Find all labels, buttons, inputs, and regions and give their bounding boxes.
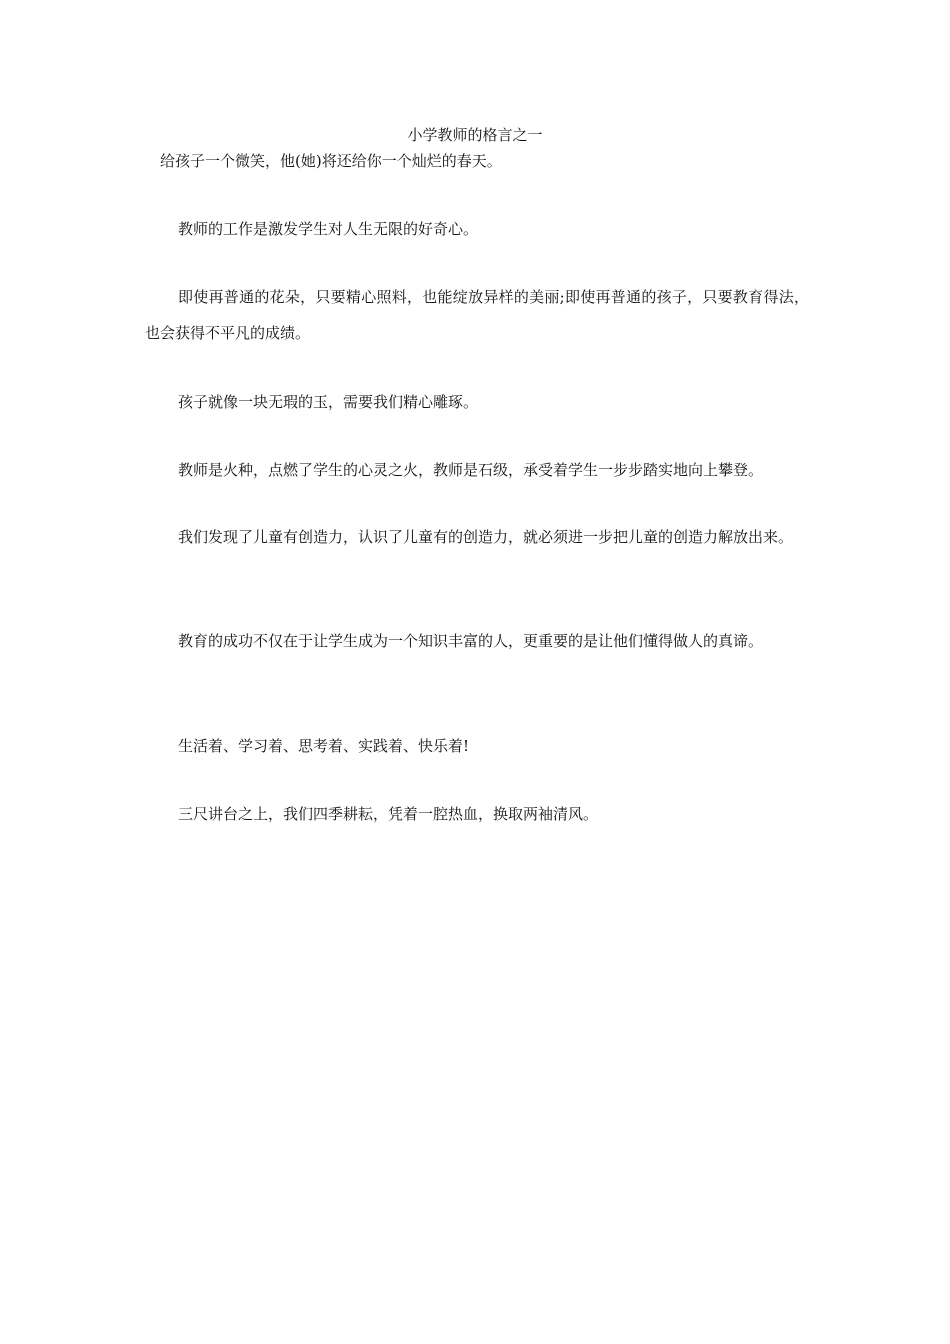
paragraph-6: 我们发现了儿童有创造力，认识了儿童有的创造力，就必须进一步把儿童的创造力解放出来。 xyxy=(178,528,794,546)
paragraph-4: 孩子就像一块无瑕的玉，需要我们精心雕琢。 xyxy=(178,393,479,411)
document-title: 小学教师的格言之一 xyxy=(407,126,543,144)
paragraph-9: 三尺讲台之上，我们四季耕耘，凭着一腔热血，换取两袖清风。 xyxy=(178,805,599,823)
paragraph-3: 即使再普通的花朵，只要精心照料，也能绽放异样的美丽;即使再普通的孩子，只要教育得法，也会获得不平凡的成绩。 xyxy=(145,288,809,342)
paragraph-8: 生活着、学习着、思考着、实践着、快乐着! xyxy=(178,737,470,755)
paragraph-5: 教师是火种，点燃了学生的心灵之火，教师是石级，承受着学生一步步踏实地向上攀登。 xyxy=(178,461,764,479)
paragraph-1: 给孩子一个微笑，他(她)将还给你一个灿烂的春天。 xyxy=(160,152,502,170)
paragraph-7: 教育的成功不仅在于让学生成为一个知识丰富的人，更重要的是让他们懂得做人的真谛。 xyxy=(178,632,764,650)
paragraph-2: 教师的工作是激发学生对人生无限的好奇心。 xyxy=(178,220,479,238)
